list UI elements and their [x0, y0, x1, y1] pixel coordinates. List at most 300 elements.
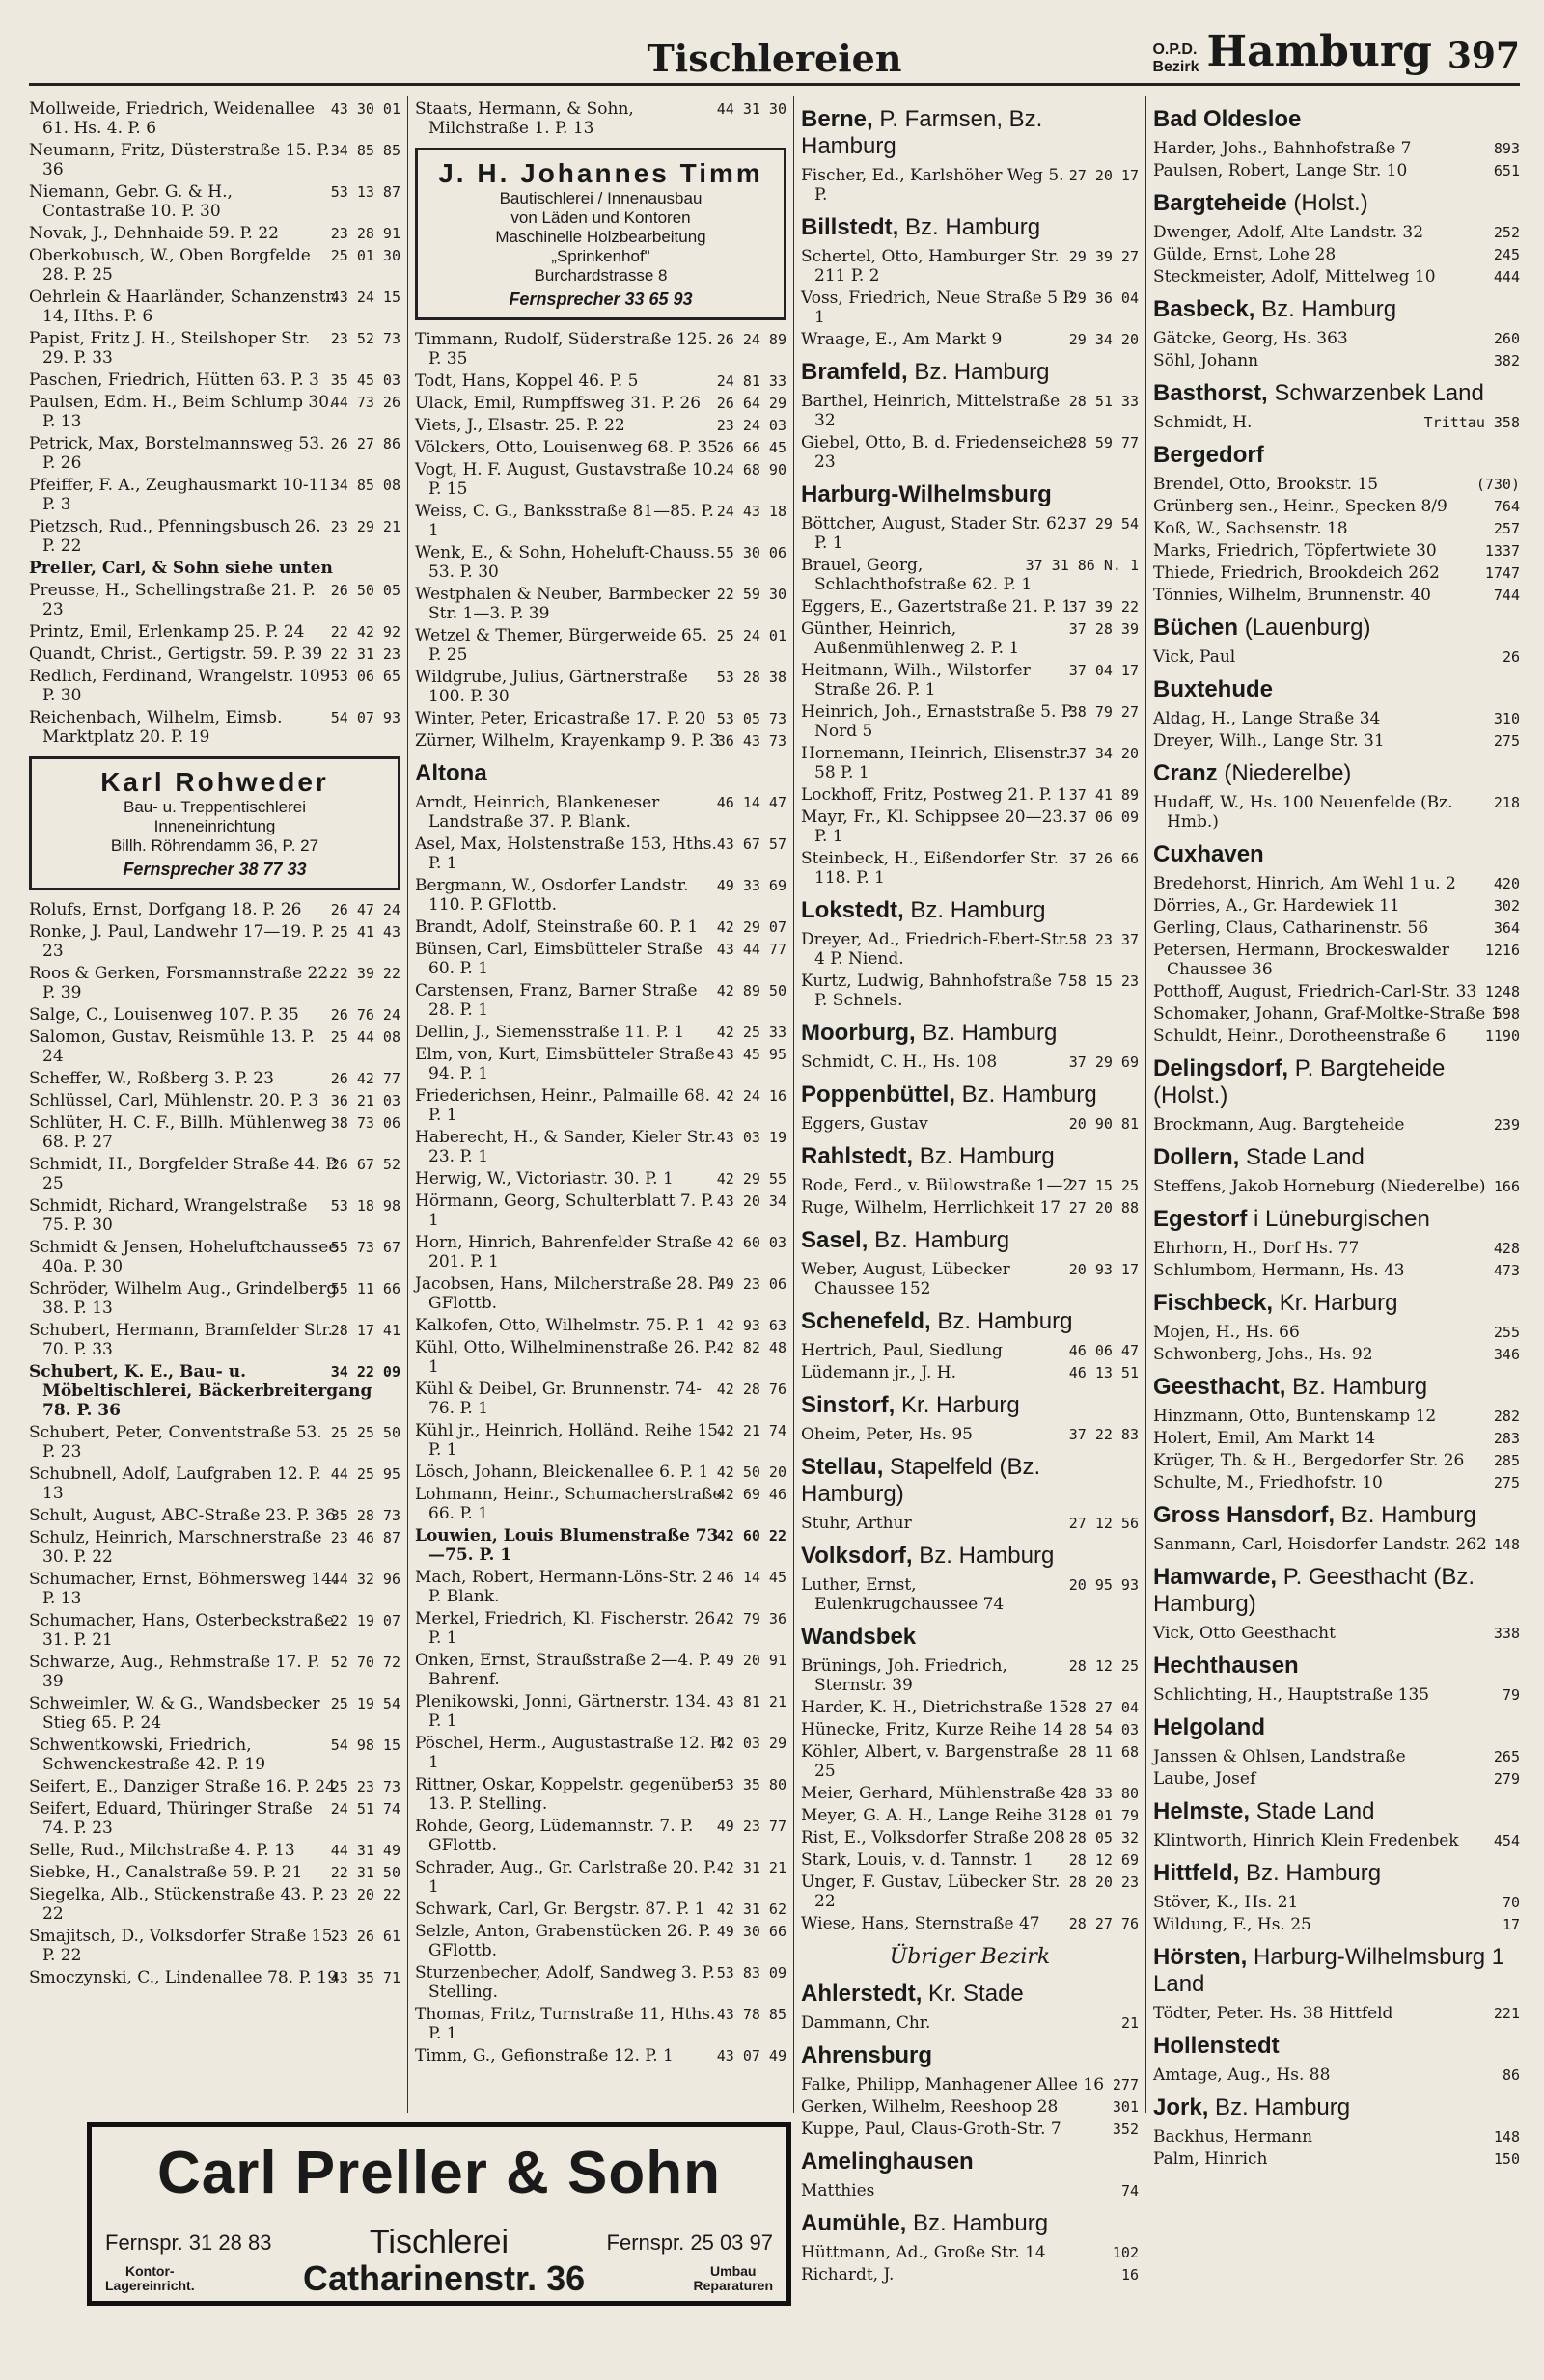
- entry-text: Bünsen, Carl, Eimsbütteler Straße 60. P. 1: [415, 940, 703, 978]
- column-2: [415, 96, 786, 2113]
- region-detail: Bz. Hamburg: [937, 1308, 1073, 1334]
- region-detail: Stade Land: [1255, 1798, 1375, 1824]
- directory-entry: [415, 1734, 786, 1772]
- directory-entry: [1153, 1473, 1520, 1492]
- region-heading: [801, 2042, 1139, 2069]
- entry-phone: 36 43 73: [716, 732, 786, 750]
- region-name: Jork,: [1153, 2094, 1209, 2120]
- entry-phone: 454: [1493, 1832, 1520, 1849]
- entry-phone: 277: [1112, 2076, 1139, 2093]
- directory-entry: [29, 1238, 400, 1276]
- entry-text: Brünings, Joh. Friedrich, Sternstr. 39: [801, 1656, 1007, 1695]
- entry-text: Richardt, J.: [801, 2265, 895, 2284]
- entry-phone: 20 90 81: [1068, 1115, 1139, 1133]
- directory-entry: [1153, 1831, 1520, 1850]
- entry-text: Schwark, Carl, Gr. Bergstr. 87. P. 1: [415, 1900, 705, 1919]
- region-heading: [801, 1543, 1139, 1570]
- entry-text: Vick, Paul: [1153, 647, 1236, 667]
- region-heading: [1153, 760, 1520, 787]
- directory-entry: [29, 1362, 400, 1420]
- ad-line: von Läden und Kontoren: [510, 208, 691, 227]
- entry-text: Niemann, Gebr. G. & H., Contastraße 10. P. 30: [29, 182, 233, 221]
- entry-phone: 352: [1112, 2120, 1139, 2138]
- region-heading: [1153, 841, 1520, 868]
- directory-entry: [801, 1341, 1139, 1360]
- entry-text: Hörmann, Georg, Schulterblatt 7. P. 1: [415, 1191, 714, 1230]
- region-name: Helgoland: [1153, 1714, 1266, 1740]
- entry-phone: 37 28 39: [1068, 620, 1139, 638]
- entry-text: Redlich, Ferdinand, Wrangelstr. 109. P. 30: [29, 667, 336, 705]
- entry-phone: 150: [1493, 2150, 1520, 2168]
- entry-phone: 26 67 52: [330, 1156, 400, 1173]
- entry-phone: 38 79 27: [1068, 703, 1139, 721]
- entry-phone: 42 79 36: [716, 1610, 786, 1628]
- entry-phone: 25 23 73: [330, 1778, 400, 1795]
- entry-phone: Trittau 358: [1423, 414, 1520, 431]
- entry-phone: 26 76 24: [330, 1006, 400, 1024]
- entry-text: Schlumbom, Hermann, Hs. 43: [1153, 1261, 1405, 1280]
- entry-phone: 893: [1493, 140, 1520, 157]
- directory-entry: [415, 731, 786, 751]
- entry-text: Eggers, E., Gazertstraße 21. P. 1: [801, 597, 1072, 616]
- entry-text: Schmidt, H.: [1153, 413, 1253, 432]
- directory-entry: [1153, 982, 1520, 1001]
- directory-entry: [1153, 586, 1520, 605]
- entry-phone: 25 41 43: [330, 923, 400, 941]
- entry-text: Schmidt & Jensen, Hoheluftchaussee 40a. P. 30: [29, 1238, 339, 1276]
- entry-text: Gülde, Ernst, Lohe 28: [1153, 245, 1337, 264]
- entry-text: Selle, Rud., Milchstraße 4. P. 13: [29, 1841, 295, 1860]
- directory-entry: [415, 394, 786, 413]
- entry-phone: 24 51 74: [330, 1800, 400, 1818]
- entry-text: Meier, Gerhard, Mühlenstraße 4: [801, 1784, 1071, 1803]
- region-detail: Bz. Hamburg: [922, 1020, 1058, 1046]
- directory-entry: [29, 1777, 400, 1796]
- entry-text: Völckers, Otto, Louisenweg 68. P. 35: [415, 438, 718, 457]
- entry-text: Timmann, Rudolf, Süderstraße 125. P. 35: [415, 330, 713, 369]
- directory-entry: [1153, 1239, 1520, 1258]
- entry-phone: 42 03 29: [716, 1735, 786, 1752]
- entry-text: Kurtz, Ludwig, Bahnhofstraße 7. P. Schnels.: [801, 971, 1073, 1010]
- entry-phone: 28 27 04: [1068, 1699, 1139, 1716]
- entry-text: Hüttmann, Ad., Große Str. 14: [801, 2243, 1046, 2262]
- entry-text: Oberkobusch, W., Oben Borgfelde 28. P. 25: [29, 246, 311, 285]
- directory-entry: [415, 585, 786, 623]
- entry-text: Koß, W., Sachsenstr. 18: [1153, 519, 1348, 538]
- region-heading: [801, 1981, 1139, 2008]
- entry-phone: 43 03 19: [716, 1129, 786, 1146]
- column-1: [29, 96, 400, 2113]
- ad-trade: Tischlerei: [369, 2224, 510, 2260]
- city-name: Hamburg: [1206, 27, 1432, 76]
- directory-entry: [29, 644, 400, 664]
- entry-phone: 43 35 71: [330, 1969, 400, 1986]
- entry-phone: 43 81 21: [716, 1693, 786, 1710]
- entry-text: Elm, von, Kurt, Eimsbütteler Straße 94. P. 1: [415, 1045, 715, 1083]
- region-name: Poppenbüttel,: [801, 1081, 955, 1108]
- entry-text: Staats, Hermann, & Sohn, Milchstraße 1. P. 13: [415, 99, 634, 138]
- entry-text: Schröder, Wilhelm Aug., Grindelberg 38. P. 13: [29, 1279, 338, 1318]
- entry-text: Herwig, W., Victoriastr. 30. P. 1: [415, 1169, 674, 1189]
- directory-entry: [29, 1653, 400, 1691]
- entry-phone: 28 27 76: [1068, 1915, 1139, 1932]
- entry-text: Smajitsch, D., Volksdorfer Straße 15. P. 22: [29, 1927, 338, 1965]
- page-header: [29, 19, 1520, 86]
- entry-text: Reichenbach, Wilhelm, Eimsb. Marktplatz 20. P. 19: [29, 708, 283, 747]
- region-detail: Bz. Hamburg: [913, 2210, 1049, 2236]
- entry-phone: 36 21 03: [330, 1092, 400, 1109]
- entry-phone: 42 82 48: [716, 1339, 786, 1356]
- entry-phone: 428: [1493, 1240, 1520, 1257]
- entry-text: Unger, F. Gustav, Lübecker Str. 22: [801, 1873, 1061, 1911]
- entry-phone: 27 20 88: [1068, 1199, 1139, 1217]
- entry-phone: 221: [1493, 2005, 1520, 2022]
- entry-phone: 34 22 09: [330, 1363, 400, 1381]
- entry-phone: 42 31 62: [716, 1901, 786, 1918]
- entry-text: Wildung, F., Hs. 25: [1153, 1915, 1311, 1934]
- column-4: [1153, 96, 1520, 2169]
- directory-entry: [1153, 563, 1520, 583]
- entry-phone: 28 20 23: [1068, 1874, 1139, 1891]
- entry-phone: 22 31 23: [330, 645, 400, 663]
- entry-phone: 17: [1502, 1916, 1520, 1933]
- entry-phone: 79: [1502, 1686, 1520, 1704]
- entry-phone: 23 24 03: [716, 417, 786, 434]
- directory-entry: [801, 2075, 1139, 2094]
- entry-text: Pfeiffer, F. A., Zeughausmarkt 10-11. P. 3: [29, 476, 335, 514]
- region-detail: Bz. Hamburg: [961, 1081, 1097, 1108]
- region-detail: (Lauenburg): [1244, 615, 1371, 641]
- region-name: Bramfeld,: [801, 359, 908, 385]
- entry-phone: 44 25 95: [330, 1465, 400, 1483]
- region-heading: [1153, 1860, 1520, 1887]
- entry-phone: 42 29 07: [716, 918, 786, 936]
- entry-phone: 275: [1493, 1474, 1520, 1491]
- ad-telephone: Fernsprecher 33 65 93: [509, 289, 693, 309]
- directory-entry: [415, 1023, 786, 1042]
- entry-phone: 43 07 49: [716, 2047, 786, 2065]
- region-heading: [801, 1454, 1139, 1508]
- directory-entry: [29, 1570, 400, 1608]
- entry-phone: 44 31 30: [716, 100, 786, 118]
- entry-phone: 473: [1493, 1262, 1520, 1279]
- region-heading: [1153, 106, 1520, 133]
- entry-phone: 58 15 23: [1068, 972, 1139, 990]
- directory-entry: [29, 1005, 400, 1025]
- entry-phone: 1337: [1484, 542, 1520, 560]
- entry-text: Meyer, G. A. H., Lange Reihe 31: [801, 1806, 1069, 1825]
- column-divider: [407, 96, 408, 2113]
- entry-phone: 22 42 92: [330, 623, 400, 641]
- entry-text: Pöschel, Herm., Augustastraße 12. P. 1: [415, 1734, 724, 1772]
- entry-text: Paulsen, Robert, Lange Str. 10: [1153, 161, 1408, 180]
- region-heading: [801, 1624, 1139, 1651]
- region-detail: P. Bargteheide (Holst.): [1153, 1055, 1446, 1108]
- region-detail: P. Farmsen, Bz. Hamburg: [801, 106, 1043, 159]
- entry-phone: 46 06 47: [1068, 1342, 1139, 1359]
- entry-phone: 53 83 09: [716, 1964, 786, 1982]
- directory-entry: [801, 1656, 1139, 1695]
- entry-phone: 37 31 86 N. 1: [1025, 557, 1139, 574]
- entry-text: Mollweide, Friedrich, Weidenallee 61. Hs. 4. P. 6: [29, 99, 316, 138]
- directory-entry: [415, 502, 786, 540]
- entry-phone: 37 29 69: [1068, 1053, 1139, 1071]
- directory-entry: [415, 793, 786, 832]
- entry-text: Dreyer, Ad., Friedrich-Ebert-Str. 4 P. Niend.: [801, 930, 1070, 969]
- entry-phone: 279: [1493, 1770, 1520, 1788]
- entry-phone: 53 06 65: [330, 668, 400, 685]
- entry-text: Salge, C., Louisenweg 107. P. 35: [29, 1005, 299, 1025]
- directory-entry: [415, 1338, 786, 1377]
- region-name: Aumühle,: [801, 2210, 907, 2236]
- entry-text: Kühl jr., Heinrich, Holländ. Reihe 15. P. 1: [415, 1421, 724, 1460]
- entry-text: Rist, E., Volksdorfer Straße 208: [801, 1828, 1065, 1847]
- entry-text: Giebel, Otto, B. d. Friedenseiche 23: [801, 433, 1073, 472]
- directory-entry: [415, 1485, 786, 1523]
- header-right: [1152, 27, 1520, 76]
- entry-text: Schumacher, Ernst, Böhmersweg 14. P. 13: [29, 1570, 338, 1608]
- entry-phone: 74: [1120, 2182, 1139, 2200]
- region-heading: [1153, 1374, 1520, 1401]
- entry-phone: 26 47 24: [330, 901, 400, 918]
- entry-phone: 53 18 98: [330, 1197, 400, 1215]
- directory-entry: [29, 182, 400, 221]
- entry-phone: 22 19 07: [330, 1612, 400, 1629]
- entry-text: Papist, Fritz J. H., Steilshoper Str. 29. P. 33: [29, 329, 311, 368]
- ad-right-note: Umbau Reparaturen: [693, 2263, 773, 2293]
- entry-text: Petersen, Hermann, Brockeswalder Chaussee 36: [1153, 941, 1449, 979]
- directory-entry: [1153, 1407, 1520, 1426]
- entry-text: Arndt, Heinrich, Blankeneser Landstraße 37. P. Blank.: [415, 793, 660, 832]
- entry-phone: 34 85 08: [330, 477, 400, 494]
- region-heading: [1153, 190, 1520, 217]
- entry-phone: 42 21 74: [716, 1422, 786, 1439]
- entry-text: Louwien, Louis Blumenstraße 73—75. P. 1: [415, 1526, 719, 1565]
- entry-phone: 25 44 08: [330, 1028, 400, 1046]
- directory-entry: [801, 1873, 1139, 1911]
- entry-phone: 26 27 86: [330, 435, 400, 452]
- ad-line: Maschinelle Holzbearbeitung: [495, 228, 706, 246]
- directory-entry: [801, 2013, 1139, 2033]
- directory-entry: [801, 1806, 1139, 1825]
- directory-entry: [801, 166, 1139, 205]
- region-heading: [801, 106, 1139, 160]
- entry-phone: 49 23 06: [716, 1275, 786, 1293]
- entry-text: Böttcher, August, Stader Str. 62. P. 1: [801, 514, 1073, 553]
- entry-phone: 43 24 15: [330, 288, 400, 306]
- region-detail: Harburg-Wilhelmsburg 1 Land: [1153, 1944, 1505, 1997]
- entry-phone: 23 46 87: [330, 1529, 400, 1546]
- directory-entry: [415, 1274, 786, 1313]
- region-name: Hollenstedt: [1153, 2033, 1280, 2059]
- entry-phone: 23 20 22: [330, 1886, 400, 1903]
- entry-phone: 28 12 25: [1068, 1657, 1139, 1675]
- directory-entry: [801, 807, 1139, 846]
- entry-text: Siebke, H., Canalstraße 59. P. 21: [29, 1863, 303, 1882]
- entry-text: Günther, Heinrich, Außenmühlenweg 2. P. 1: [801, 619, 1020, 658]
- directory-entry: [801, 1698, 1139, 1717]
- entry-text: Dwenger, Adolf, Alte Landstr. 32: [1153, 223, 1424, 242]
- entry-phone: 35 45 03: [330, 371, 400, 389]
- directory-entry: [415, 99, 786, 138]
- entry-text: Backhus, Hermann: [1153, 2127, 1313, 2147]
- ad-company-name: Carl Preller & Sohn: [156, 2140, 722, 2206]
- directory-entry: [801, 514, 1139, 553]
- entry-phone: 28 59 77: [1068, 434, 1139, 451]
- region-name: Helmste,: [1153, 1798, 1251, 1824]
- entry-phone: 37 29 54: [1068, 515, 1139, 533]
- directory-entry: [29, 1155, 400, 1193]
- entry-text: Schlüssel, Carl, Mühlenstr. 20. P. 3: [29, 1091, 319, 1110]
- directory-entry: [801, 1742, 1139, 1781]
- region-heading: [1153, 2033, 1520, 2060]
- entry-phone: 54 07 93: [330, 709, 400, 726]
- directory-entry: [1153, 1624, 1520, 1643]
- entry-text: Laube, Josef: [1153, 1769, 1256, 1789]
- entry-phone: 20 95 93: [1068, 1576, 1139, 1594]
- region-heading: [801, 2148, 1139, 2175]
- entry-phone: 148: [1493, 1536, 1520, 1553]
- directory-entry: [801, 2265, 1139, 2284]
- region-detail: i Lüneburgischen: [1254, 1206, 1430, 1232]
- directory-entry: [801, 1850, 1139, 1870]
- page-title: Tischlereien: [647, 37, 902, 80]
- entry-phone: 420: [1493, 875, 1520, 892]
- directory-entry: [29, 434, 400, 473]
- region-name: Wandsbek: [801, 1624, 917, 1650]
- directory-entry: [801, 1575, 1139, 1614]
- directory-entry: [801, 1828, 1139, 1847]
- entry-text: Schubnell, Adolf, Laufgraben 12. P. 13: [29, 1464, 321, 1503]
- directory-entry: [415, 1817, 786, 1855]
- directory-entry: [29, 246, 400, 285]
- directory-entry: [29, 1506, 400, 1525]
- directory-entry: [29, 622, 400, 642]
- region-detail: Bz. Hamburg: [1340, 1502, 1476, 1528]
- boxed-advertisement: [415, 148, 786, 320]
- entry-text: Schuldt, Heinr., Dorotheenstraße 6: [1153, 1026, 1447, 1046]
- directory-entry: [1153, 2127, 1520, 2147]
- region-name: Büchen: [1153, 615, 1239, 641]
- ad-line: „Sprinkenhof": [551, 247, 650, 265]
- entry-text: Palm, Hinrich: [1153, 2149, 1268, 2169]
- entry-phone: 55 11 66: [330, 1280, 400, 1298]
- directory-entry: [415, 668, 786, 706]
- directory-entry: [415, 1963, 786, 2002]
- entry-text: Tönnies, Wilhelm, Brunnenstr. 40: [1153, 586, 1431, 605]
- region-name: Dollern,: [1153, 1144, 1240, 1170]
- entry-text: Wiese, Hans, Sternstraße 47: [801, 1914, 1040, 1933]
- entry-text: Dreyer, Wilh., Lange Str. 31: [1153, 731, 1385, 751]
- entry-text: Thiede, Friedrich, Brookdeich 262: [1153, 563, 1440, 583]
- directory-entry: [415, 981, 786, 1020]
- entry-text: Gerling, Claus, Catharinenstr. 56: [1153, 918, 1429, 938]
- directory-page: [29, 19, 1520, 2364]
- directory-entry: [801, 1198, 1139, 1217]
- entry-phone: 22 39 22: [330, 965, 400, 982]
- entry-text: Kalkofen, Otto, Wilhelmstr. 75. P. 1: [415, 1316, 705, 1335]
- directory-entry: [29, 581, 400, 619]
- directory-entry: [801, 330, 1139, 349]
- entry-phone: 25 24 01: [716, 627, 786, 644]
- directory-entry: [415, 1380, 786, 1418]
- region-heading: [1153, 615, 1520, 642]
- directory-entry: [29, 1423, 400, 1462]
- entry-text: Aldag, H., Lange Straße 34: [1153, 709, 1381, 728]
- entry-phone: 26 50 05: [330, 582, 400, 599]
- directory-entry: [1153, 731, 1520, 751]
- entry-text: Heinrich, Joh., Ernaststraße 5. P. Nord 5: [801, 702, 1075, 741]
- directory-entry: [29, 922, 400, 961]
- region-name: Cuxhaven: [1153, 841, 1264, 867]
- entry-phone: 26 66 45: [716, 439, 786, 456]
- entry-text: Oehrlein & Haarländer, Schanzenstr. 14, Hths. P. 6: [29, 287, 338, 326]
- entry-text: Wildgrube, Julius, Gärtnerstraße 100. P. 30: [415, 668, 688, 706]
- directory-entry: [801, 1720, 1139, 1739]
- directory-entry: [29, 476, 400, 514]
- entry-phone: 35 28 73: [330, 1507, 400, 1524]
- entry-text: Brendel, Otto, Brookstr. 15: [1153, 475, 1379, 494]
- region-name: Buxtehude: [1153, 676, 1274, 702]
- entry-phone: 27 20 17: [1068, 167, 1139, 184]
- entry-phone: 24 81 33: [716, 372, 786, 390]
- entry-text: Lösch, Johann, Bleickenallee 6. P. 1: [415, 1463, 709, 1482]
- ad-left-note: Kontor- Lagereinricht.: [105, 2263, 195, 2293]
- entry-phone: 42 60 03: [716, 1234, 786, 1251]
- entry-phone: 25 25 50: [330, 1424, 400, 1441]
- directory-entry: [415, 1609, 786, 1648]
- region-detail: Bz. Hamburg: [1215, 2094, 1351, 2120]
- entry-text: Stark, Louis, v. d. Tannstr. 1: [801, 1850, 1034, 1870]
- entry-text: Westphalen & Neuber, Barmbecker Str. 1—3. P. 39: [415, 585, 710, 623]
- entry-text: Harder, Johs., Bahnhofstraße 7: [1153, 139, 1412, 158]
- directory-entry: [1153, 1261, 1520, 1280]
- entry-phone: 20 93 17: [1068, 1261, 1139, 1278]
- ad-phone-left: Fernspr. 31 28 83: [105, 2230, 272, 2255]
- region-name: Volksdorf,: [801, 1543, 913, 1569]
- ad-line: Bau- u. Treppentischlerei: [124, 798, 306, 816]
- entry-phone: 54 98 15: [330, 1737, 400, 1754]
- directory-entry: [29, 1069, 400, 1088]
- region-heading: [801, 214, 1139, 241]
- entry-phone: 23 26 61: [330, 1928, 400, 1945]
- region-name: Amelinghausen: [801, 2148, 974, 2175]
- entry-text: Quandt, Christ., Gertigstr. 59. P. 39: [29, 644, 323, 664]
- directory-entry: [1153, 709, 1520, 728]
- region-heading: [801, 1227, 1139, 1254]
- entry-text: Luther, Ernst, Eulenkrugchaussee 74: [801, 1575, 1005, 1614]
- column-divider: [793, 96, 794, 2113]
- directory-entry: [29, 708, 400, 747]
- region-name: Hechthausen: [1153, 1653, 1299, 1679]
- region-detail: (Holst.): [1293, 190, 1368, 216]
- region-name: Basbeck,: [1153, 296, 1255, 322]
- region-name: Hörsten,: [1153, 1944, 1248, 1970]
- opd-label: O.P.D. Bezirk: [1152, 41, 1199, 75]
- entry-text: Plenikowski, Jonni, Gärtnerstr. 134. P. 1: [415, 1692, 712, 1731]
- entry-phone: 26 24 89: [716, 331, 786, 348]
- directory-entry: [29, 393, 400, 431]
- region-heading: [1153, 1564, 1520, 1618]
- entry-text: Stuhr, Arthur: [801, 1514, 912, 1533]
- region-heading: [1153, 2094, 1520, 2121]
- region-heading: [1153, 1055, 1520, 1109]
- entry-text: Seifert, Eduard, Thüringer Straße 74. P. 23: [29, 1799, 313, 1838]
- region-name: Rahlstedt,: [801, 1143, 914, 1169]
- directory-entry: [29, 559, 400, 578]
- ad-line: Billh. Röhrendamm 36, P. 27: [110, 836, 319, 855]
- directory-entry: [1153, 475, 1520, 494]
